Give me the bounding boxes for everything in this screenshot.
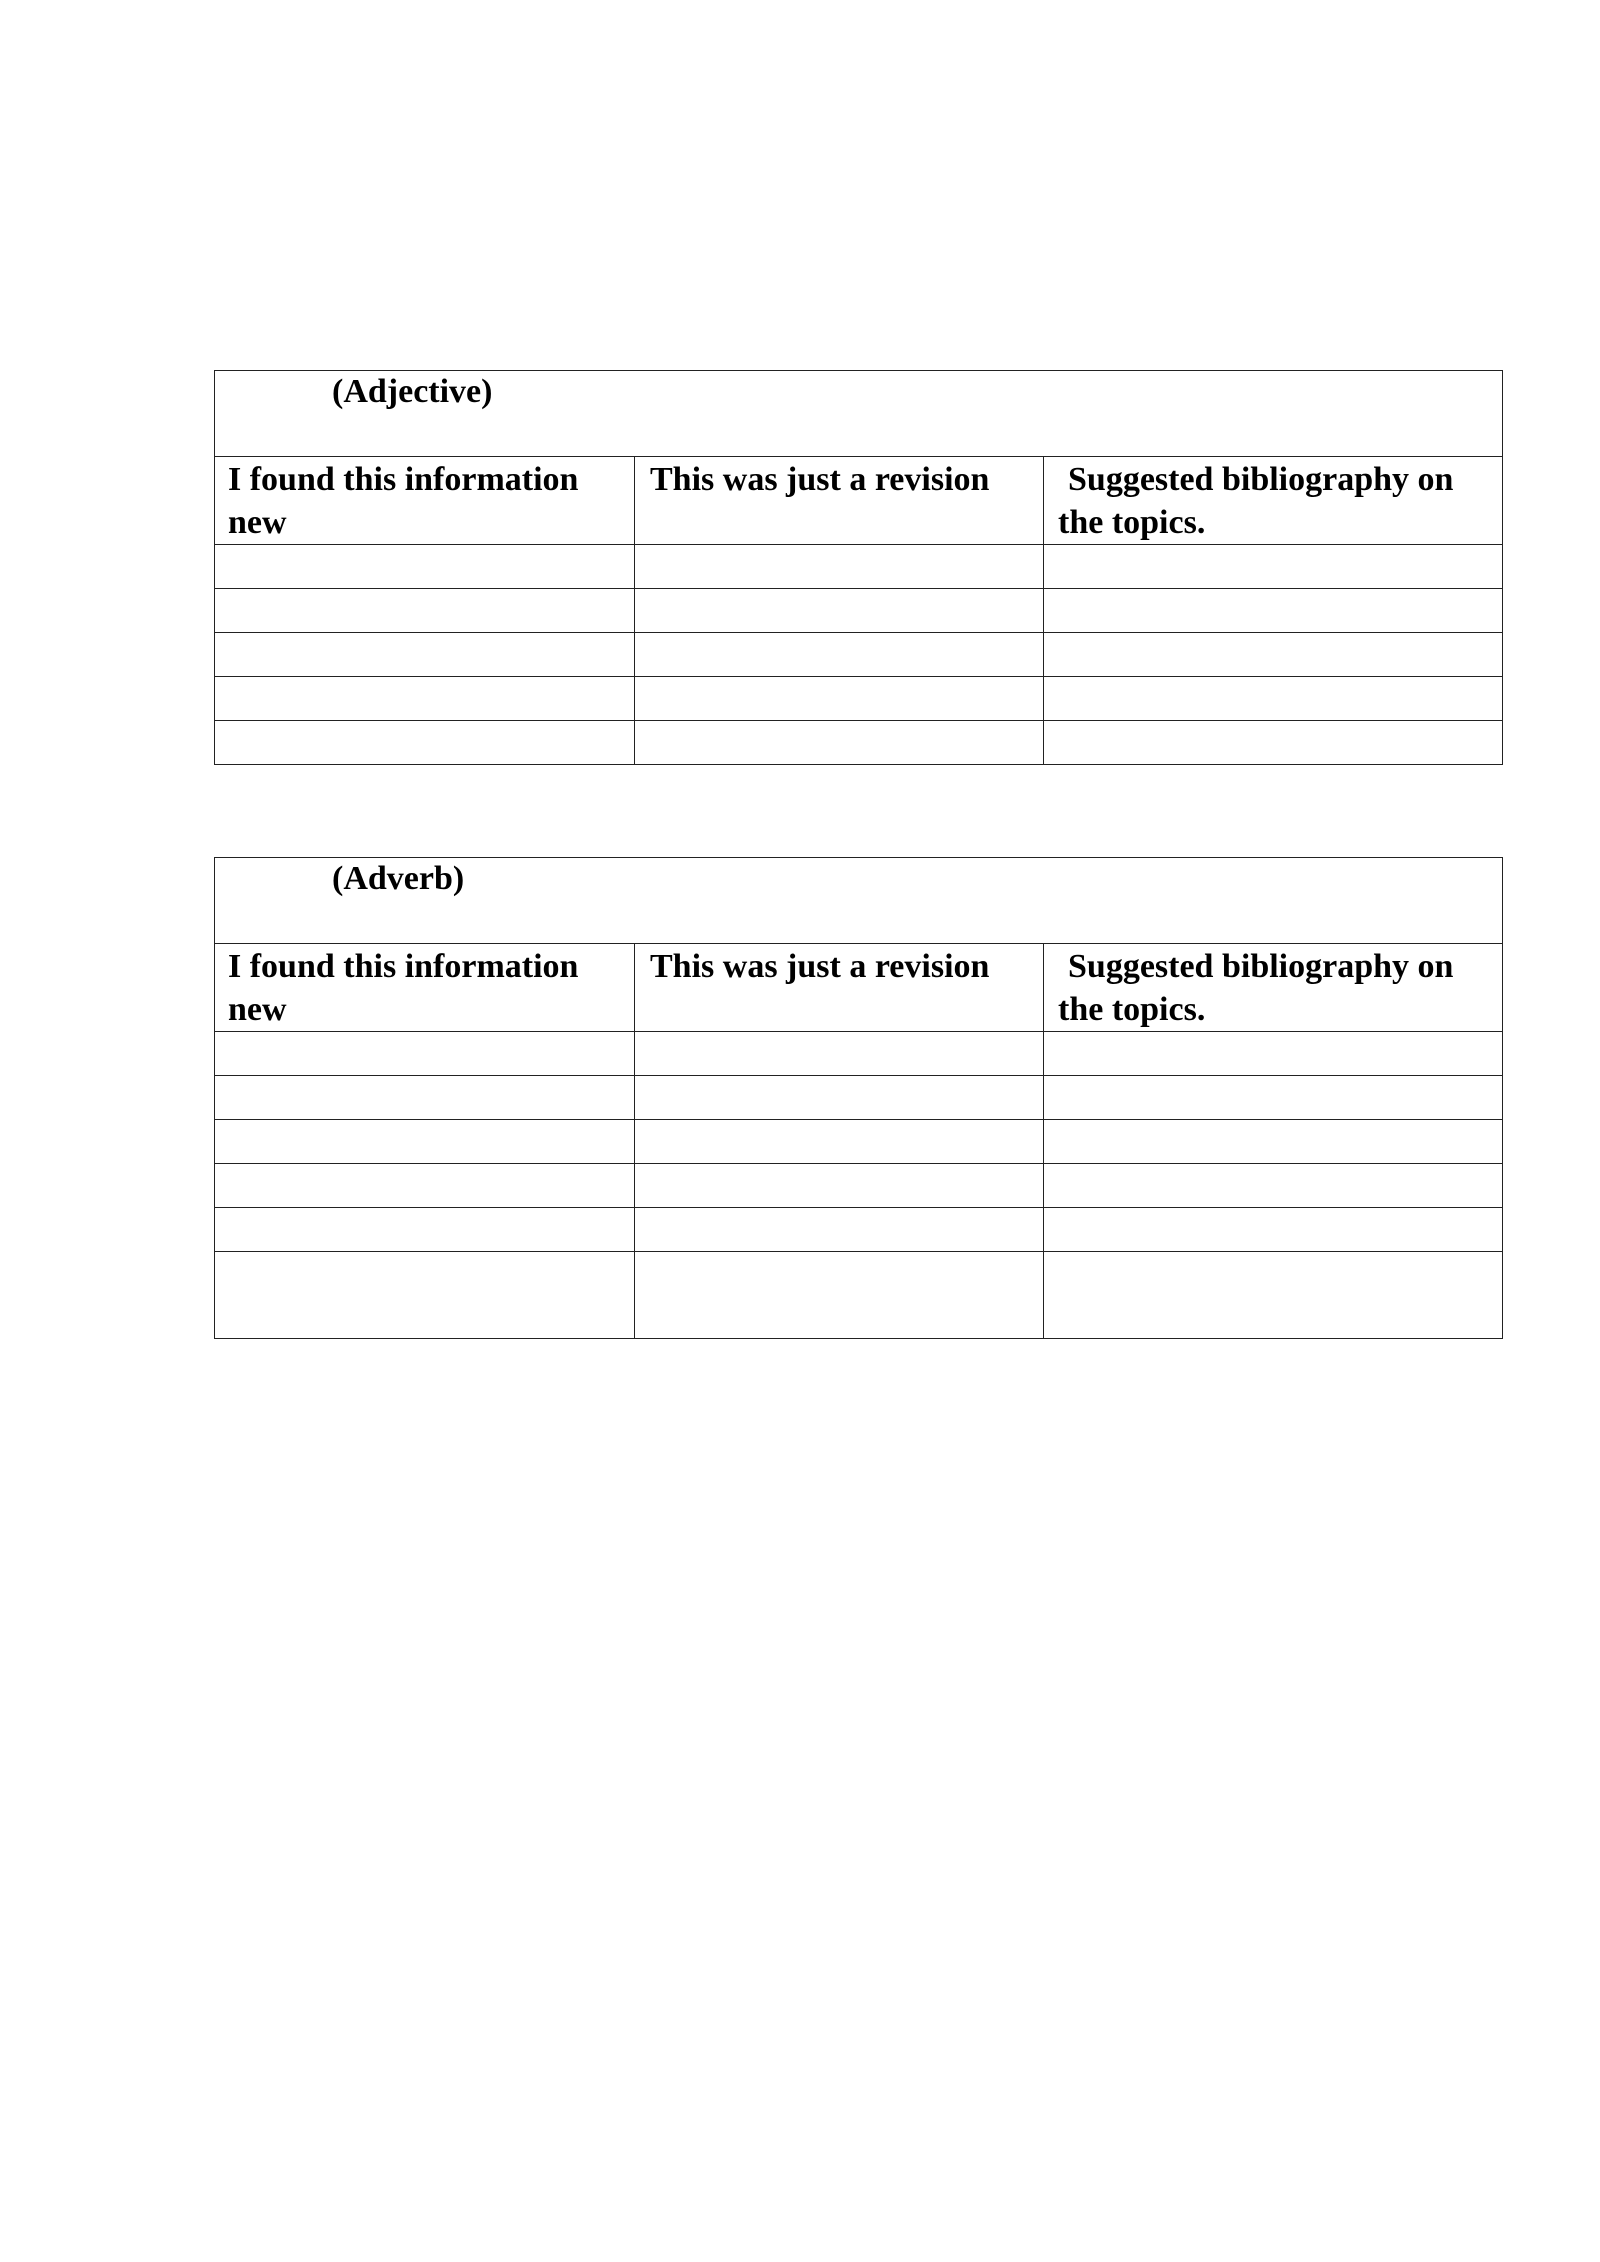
table-title: (Adverb) bbox=[332, 860, 465, 897]
header-bibliography-label: Suggested bibliography on the topics. bbox=[1058, 948, 1454, 1028]
table-row bbox=[215, 589, 1503, 633]
header-row bbox=[215, 944, 1503, 1032]
table-row bbox=[215, 633, 1503, 677]
table-row bbox=[215, 1208, 1503, 1252]
table-cell[interactable] bbox=[635, 1032, 1044, 1076]
table-row bbox=[215, 721, 1503, 765]
adverb-table bbox=[214, 857, 1503, 1339]
table-title: (Adjective) bbox=[332, 373, 493, 410]
table-cell[interactable] bbox=[215, 633, 635, 677]
table-cell[interactable] bbox=[1044, 1032, 1503, 1076]
header-revision-label: This was just a revision bbox=[650, 461, 990, 498]
table-cell[interactable] bbox=[1044, 1252, 1503, 1339]
table-cell[interactable] bbox=[635, 721, 1044, 765]
header-cell-new bbox=[215, 457, 635, 545]
table-cell[interactable] bbox=[215, 721, 635, 765]
table-row bbox=[215, 545, 1503, 589]
table-cell[interactable] bbox=[1044, 1120, 1503, 1164]
adjective-table bbox=[214, 370, 1503, 765]
table-cell[interactable] bbox=[635, 1120, 1044, 1164]
table-row bbox=[215, 677, 1503, 721]
header-cell-new bbox=[215, 944, 635, 1032]
table-row bbox=[215, 1076, 1503, 1120]
table-cell[interactable] bbox=[1044, 1208, 1503, 1252]
table-row bbox=[215, 1164, 1503, 1208]
table-cell[interactable] bbox=[215, 1076, 635, 1120]
table-cell[interactable] bbox=[1044, 1076, 1503, 1120]
header-cell-revision bbox=[635, 457, 1044, 545]
table-row bbox=[215, 1252, 1503, 1339]
header-cell-bibliography bbox=[1044, 944, 1503, 1032]
header-cell-bibliography bbox=[1044, 457, 1503, 545]
table-cell[interactable] bbox=[215, 545, 635, 589]
table-cell[interactable] bbox=[635, 1076, 1044, 1120]
header-bibliography-label: Suggested bibliography on the topics. bbox=[1058, 461, 1454, 541]
table-row bbox=[215, 1032, 1503, 1076]
table-cell[interactable] bbox=[635, 633, 1044, 677]
table-cell[interactable] bbox=[635, 589, 1044, 633]
header-row bbox=[215, 457, 1503, 545]
table-title-cell bbox=[215, 858, 1503, 944]
table-cell[interactable] bbox=[215, 1208, 635, 1252]
table-title-cell bbox=[215, 371, 1503, 457]
table-row bbox=[215, 1120, 1503, 1164]
table-cell[interactable] bbox=[1044, 1164, 1503, 1208]
table-cell[interactable] bbox=[215, 1164, 635, 1208]
table-cell[interactable] bbox=[635, 1164, 1044, 1208]
table-cell[interactable] bbox=[635, 1208, 1044, 1252]
table-cell[interactable] bbox=[215, 1252, 635, 1339]
header-cell-revision bbox=[635, 944, 1044, 1032]
header-new-label: I found this information new bbox=[228, 461, 579, 541]
table-cell[interactable] bbox=[635, 1252, 1044, 1339]
table-cell[interactable] bbox=[1044, 545, 1503, 589]
table-cell[interactable] bbox=[215, 1032, 635, 1076]
table-cell[interactable] bbox=[215, 589, 635, 633]
header-new-label: I found this information new bbox=[228, 948, 579, 1028]
header-revision-label: This was just a revision bbox=[650, 948, 990, 985]
table-cell[interactable] bbox=[635, 545, 1044, 589]
table-cell[interactable] bbox=[1044, 677, 1503, 721]
table-cell[interactable] bbox=[635, 677, 1044, 721]
table-cell[interactable] bbox=[1044, 589, 1503, 633]
table-cell[interactable] bbox=[1044, 633, 1503, 677]
table-cell[interactable] bbox=[215, 677, 635, 721]
table-cell[interactable] bbox=[1044, 721, 1503, 765]
table-cell[interactable] bbox=[215, 1120, 635, 1164]
